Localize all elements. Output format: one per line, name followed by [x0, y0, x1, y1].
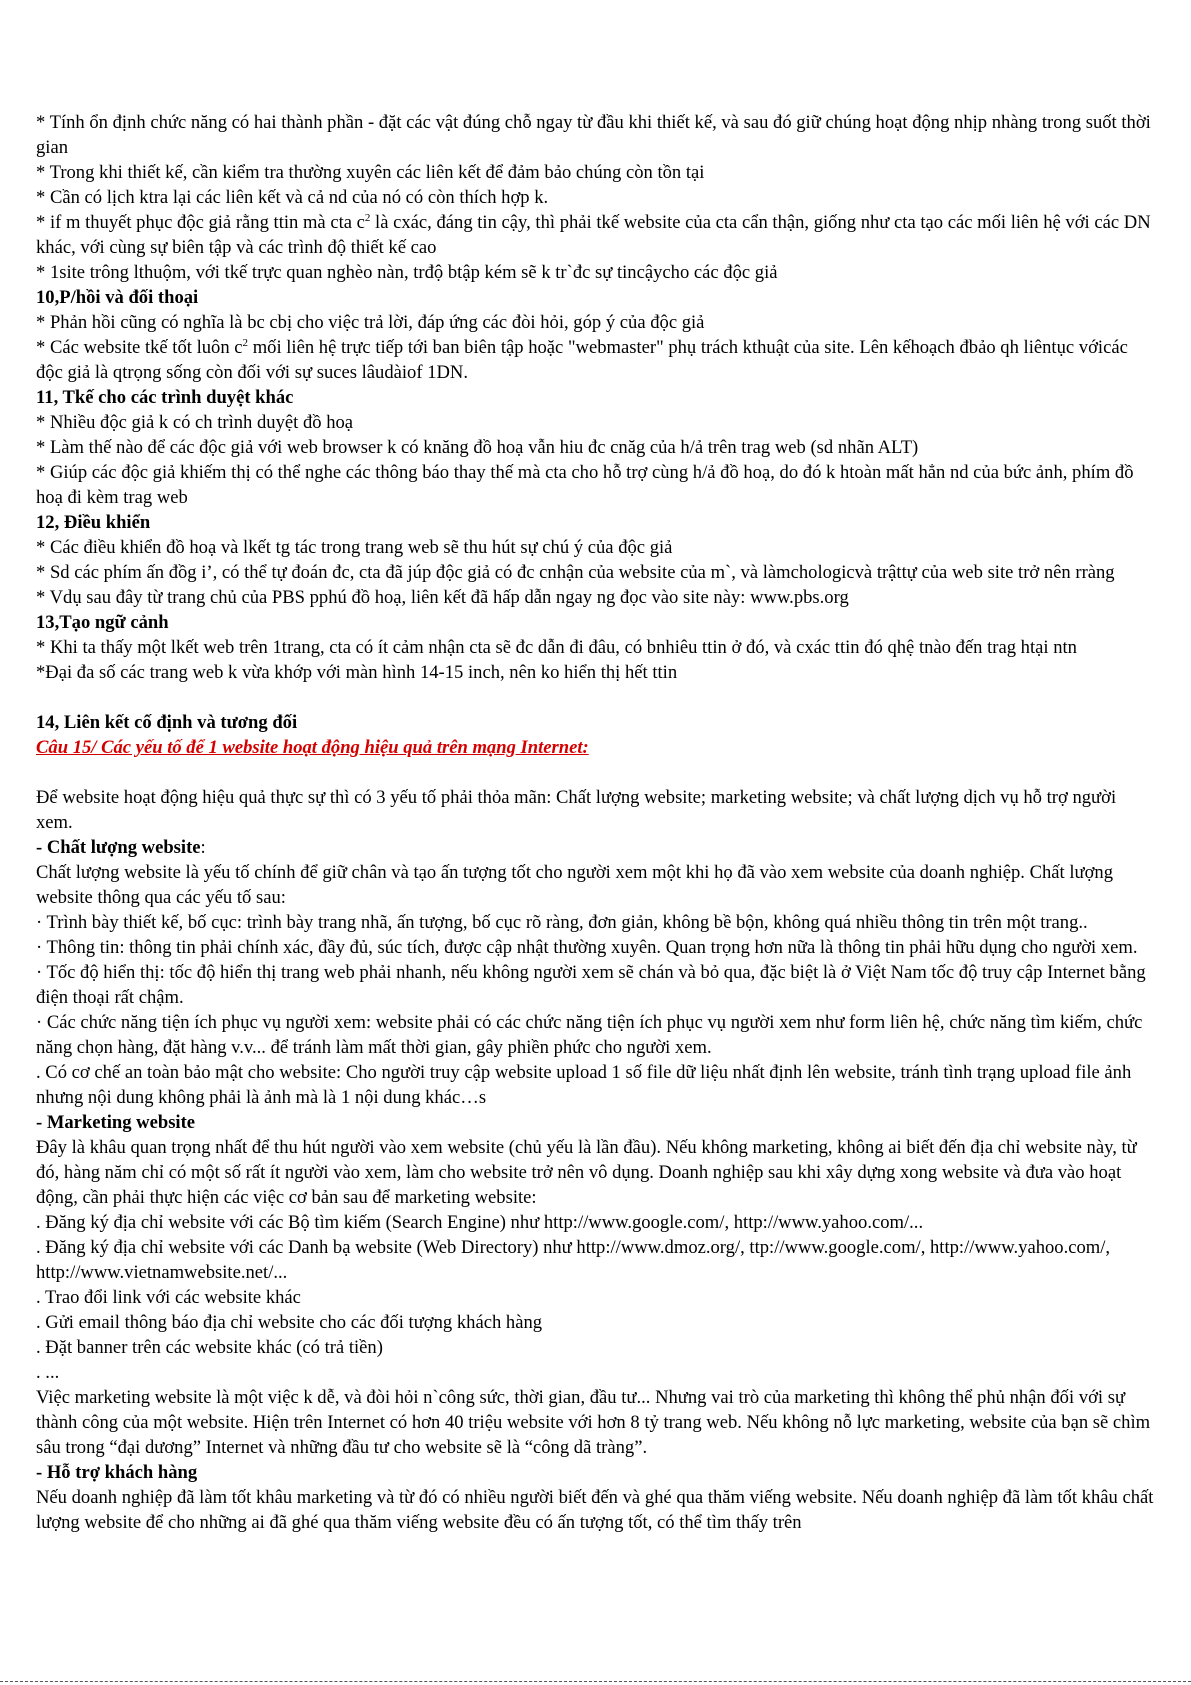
paragraph: Nếu doanh nghiệp đã làm tốt khâu marketing và từ đó có nhiều người biết đến và ghé qua thăm viếng website. Nếu doanh nghiệp đã làm tốt khâu chất lượng website để cho những ai đã ghé qua thăm viếng website đều có ấn tượng tốt, có thể tìm thấy trên	[36, 1487, 1154, 1533]
section-heading: 12, Điều khiển	[36, 512, 151, 533]
paragraph: * Các website tkế tốt luôn $c^2$ mối liên hệ trực tiếp tới ban biên tập hoặc "webmaster" phụ trách kthuật của site. Lên kếhoạch đbảo qh liêntục vớicác độc giả là qtrọng sống còn đối với sự suces lâudàiof 1DN.	[36, 337, 1128, 383]
paragraph: * Trong khi thiết kế, cần kiểm tra thường xuyên các liên kết để đảm bảo chúng còn tồn tại	[36, 162, 705, 183]
subsection-label: - Chất lượng website	[36, 837, 201, 858]
paragraph: * Vdụ sau đây từ trang chủ của PBS pphú đồ hoạ, liên kết đã hấp dẫn ngay ng đọc vào site này: www.pbs.org	[36, 587, 849, 608]
list-item: · Thông tin: thông tin phải chính xác, đầy đủ, súc tích, được cập nhật thường xuyên. Quan trọng hơn nữa là thông tin phải hữu dụng cho người xem.	[36, 937, 1138, 958]
paragraph: * if m thuyết phục độc giả rằng ttin mà cta $c^2$ là cxác, đáng tin cậy, thì phải tkế website của cta cẩn thận, giống như cta tạo các mối liên hệ với các DN khác, với cùng sự biên tập và các trình độ thiết kế cao	[36, 212, 1151, 258]
paragraph: Đây là khâu quan trọng nhất để thu hút người vào xem website (chủ yếu là lần đầu). Nếu không marketing, không ai biết đến địa chỉ website này, từ đó, hàng năm chỉ có một số rất ít người vào xem, làm cho website trở nên vô dụng. Doanh nghiệp sau khi xây dựng xong website và đưa vào hoạt động, cần phải thực hiện các việc cơ bản sau để marketing website:	[36, 1137, 1137, 1208]
paragraph: * Giúp các độc giả khiếm thị có thể nghe các thông báo thay thế mà cta cho hỗ trợ cùng h/ả đồ hoạ, do đó k htoàn mất hẳn nd của bức ảnh, phím đồ hoạ đi kèm trag web	[36, 462, 1134, 508]
subsection-heading: - Chất lượng website:	[36, 837, 206, 858]
list-item: · Trình bày thiết kế, bố cục: trình bày trang nhã, ấn tượng, bố cục rõ ràng, đơn giản, không bề bộn, không quá nhiều thông tin trên một trang..	[36, 912, 1088, 933]
list-item: . Có cơ chế an toàn bảo mật cho website: Cho người truy cập website upload 1 số file dữ liệu nhất định lên website, tránh tình trạng upload file ảnh nhưng nội dung không phải là ảnh mà là 1 nội dung khác…s	[36, 1062, 1132, 1108]
blank-line	[36, 685, 1156, 710]
list-item: . Gửi email thông báo địa chỉ website cho các đối tượng khách hàng	[36, 1312, 543, 1333]
superscript: 2	[364, 212, 371, 224]
blank-line	[36, 760, 1156, 785]
section-heading: 14, Liên kết cố định và tương đối	[36, 712, 298, 733]
list-item: . ...	[36, 1362, 60, 1383]
paragraph: * 1site trông lthuộm, với tkế trực quan nghèo nàn, trđộ btập kém sẽ k tr`đc sự tincậycho các độc giả	[36, 262, 778, 283]
list-item: . Đặt banner trên các website khác (có trả tiền)	[36, 1337, 383, 1358]
question-heading: Câu 15/ Các yếu tố để 1 website hoạt động hiệu quả trên mạng Internet:	[36, 737, 589, 758]
paragraph: * Khi ta thấy một lkết web trên 1trang, cta có ít cảm nhận cta sẽ đc dẫn đi đâu, có bnhiêu ttin ở đó, và cxác ttin đó qhệ tnào đến trag htại ntn	[36, 637, 1077, 658]
paragraph: * Tính ổn định chức năng có hai thành phần - đặt các vật đúng chỗ ngay từ đầu khi thiết kế, và sau đó giữ chúng hoạt động nhịp nhàng trong suốt thời gian	[36, 112, 1151, 158]
list-item: · Các chức năng tiện ích phục vụ người xem: website phải có các chức năng tiện ích phục vụ người xem như form liên hệ, chức năng tìm kiếm, chức năng chọn hàng, đặt hàng v.v... để tránh làm mất thời gian, gây phiền phức cho người xem.	[36, 1012, 1143, 1058]
document-page	[36, 110, 1156, 1535]
paragraph: * Các điều khiển đồ hoạ và lkết tg tác trong trang web sẽ thu hút sự chú ý của độc giả	[36, 537, 673, 558]
section-heading: 10,P/hồi và đối thoại	[36, 287, 199, 308]
list-item: . Đăng ký địa chỉ website với các Danh bạ website (Web Directory) như http://www.dmoz.org/, ttp://www.google.com/, http://www.yahoo.com/, http://www.vietnamwebsite.net/...	[36, 1237, 1111, 1283]
list-item: . Đăng ký địa chỉ website với các Bộ tìm kiếm (Search Engine) như http://www.google.com/, http://www.yahoo.com/...	[36, 1212, 924, 1233]
subsection-heading: - Hỗ trợ khách hàng	[36, 1462, 198, 1483]
paragraph: * Cần có lịch ktra lại các liên kết và cả nd của nó có còn thích hợp k.	[36, 187, 549, 208]
page-footer-line	[0, 1681, 1191, 1682]
paragraph: * Nhiều độc giả k có ch trình duyệt đồ hoạ	[36, 412, 354, 433]
subsection-heading: - Marketing website	[36, 1112, 196, 1133]
section-heading: 13,Tạo ngữ cảnh	[36, 612, 169, 633]
section-heading: 11, Tkế cho các trình duyệt khác	[36, 387, 294, 408]
paragraph: *Đại đa số các trang web k vừa khớp với màn hình 14-15 inch, nên ko hiển thị hết ttin	[36, 662, 678, 683]
list-item: · Tốc độ hiển thị: tốc độ hiển thị trang web phải nhanh, nếu không người xem sẽ chán và bỏ qua, đặc biệt là ở Việt Nam tốc độ truy cập Internet bằng điện thoại rất chậm.	[36, 962, 1146, 1008]
paragraph: Chất lượng website là yếu tố chính để giữ chân và tạo ấn tượng tốt cho người xem một khi họ đã vào xem website của doanh nghiệp. Chất lượng website thông qua các yếu tố sau:	[36, 862, 1114, 908]
list-item: . Trao đổi link với các website khác	[36, 1287, 301, 1308]
superscript: 2	[242, 337, 249, 349]
paragraph: Để website hoạt động hiệu quả thực sự thì có 3 yếu tố phải thỏa mãn: Chất lượng website; marketing website; và chất lượng dịch vụ hỗ trợ người xem.	[36, 787, 1117, 833]
paragraph: * Làm thế nào để các độc giả với web browser k có knăng đồ hoạ vẫn hiu đc cnăg của h/ả trên trag web (sd nhãn ALT)	[36, 437, 919, 458]
paragraph: Việc marketing website là một việc k dễ, và đòi hỏi n`công sức, thời gian, đầu tư... Nhưng vai trò của marketing thì không thể phủ nhận đối với sự thành công của một website. Hiện trên Internet có hơn 40 triệu website với hơn 8 tỷ trang web. Nếu không nỗ lực marketing, website của bạn sẽ chìm sâu trong “đại dương” Internet và những đầu tư cho website sẽ là “công dã tràng”.	[36, 1387, 1151, 1458]
paragraph: * Phản hồi cũng có nghĩa là bc cbị cho việc trả lời, đáp ứng các đòi hỏi, góp ý của độc giả	[36, 312, 705, 333]
paragraph: * Sd các phím ấn đồg i’, có thể tự đoán đc, cta đã júp độc giả có đc cnhận của website của m`, và làmchologicvà trậttự của web site trở nên rràng	[36, 562, 1115, 583]
